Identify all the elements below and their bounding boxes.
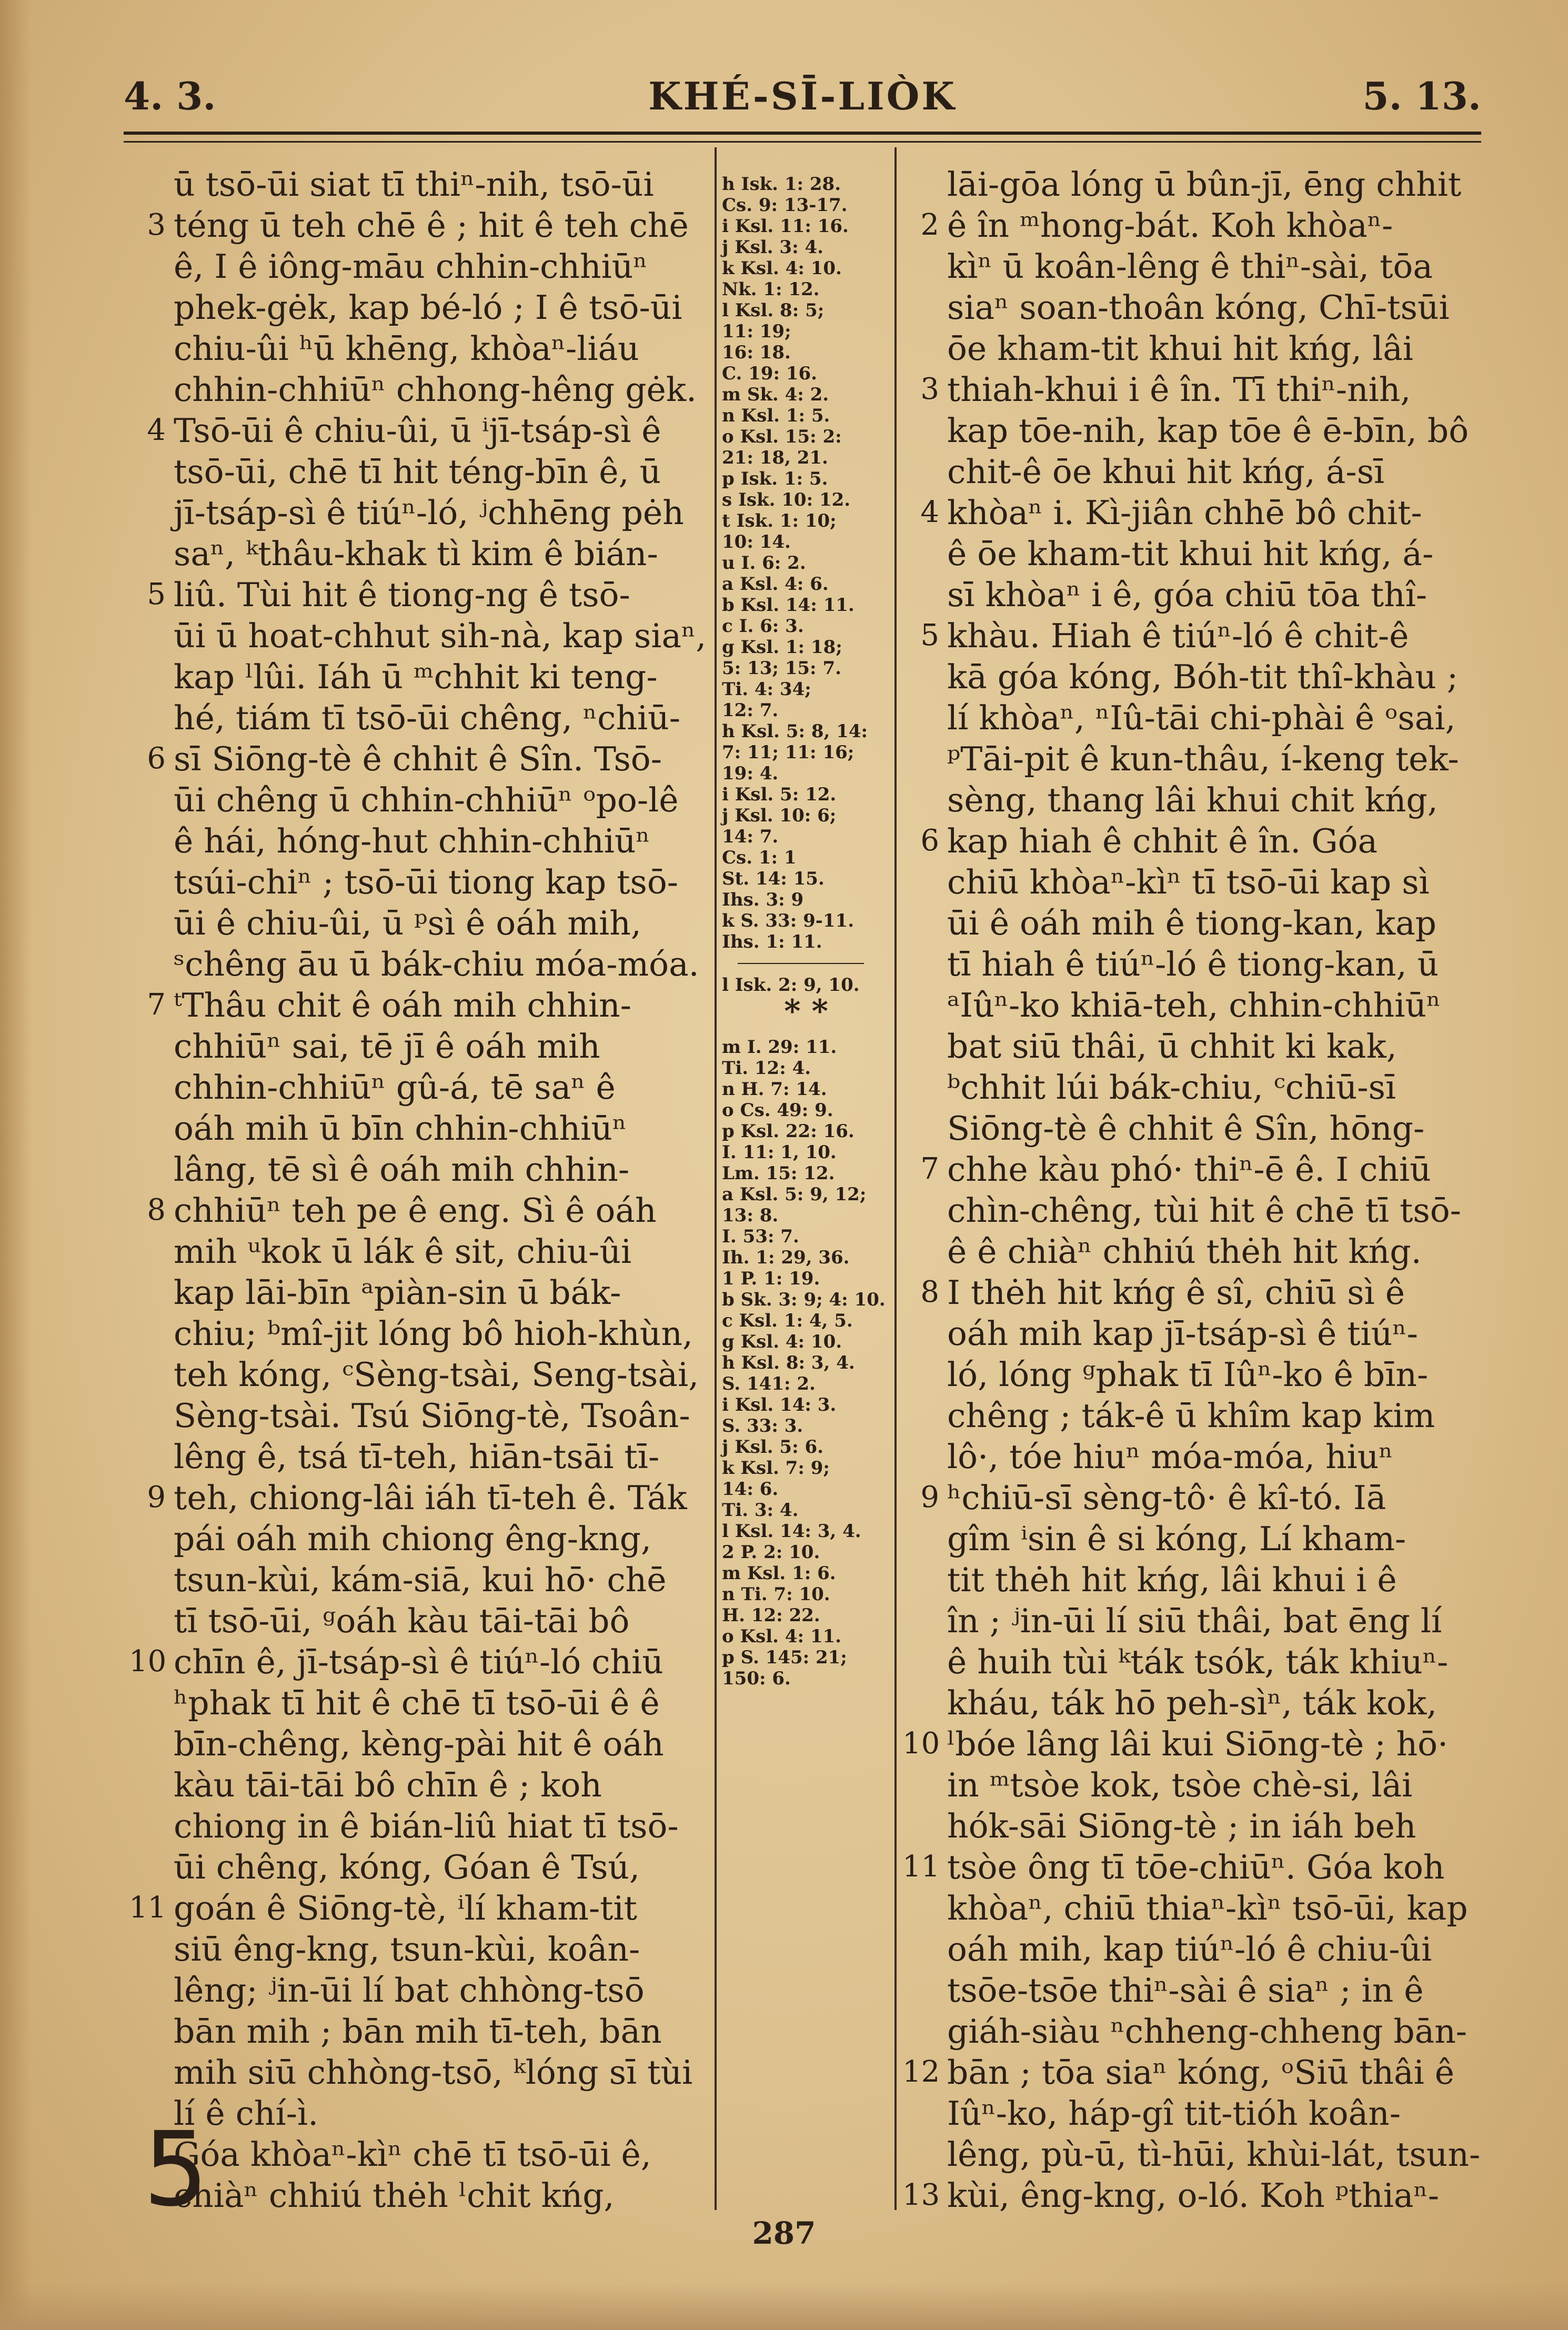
cross-ref: l Ksl. 14: 3, 4. bbox=[722, 1521, 861, 1542]
text-line: în ; ʲin-ūi lí siū thâi, bat ēng lí bbox=[947, 1602, 1442, 1640]
text-line: ūi chêng ū chhin-chhiūⁿ ᵒpo-lê bbox=[174, 781, 679, 819]
cross-ref: o Cs. 49: 9. bbox=[722, 1100, 833, 1121]
text-line: chhiūⁿ teh pe ê eng. Sì ê oáh bbox=[174, 1191, 657, 1230]
text-line: hók-sāi Siōng-tè ; in iáh beh bbox=[947, 1807, 1416, 1845]
text-line: ê hái, hóng-hut chhin-chhiūⁿ bbox=[174, 822, 650, 860]
verse-number: 11 bbox=[129, 1891, 167, 1925]
text-line: ᵃIûⁿ-ko khiā-teh, chhin-chhiūⁿ bbox=[947, 986, 1441, 1025]
cross-ref: o Ksl. 4: 11. bbox=[722, 1626, 841, 1647]
text-line: lí ê chí-ì. bbox=[174, 2094, 319, 2133]
verse-number: 6 bbox=[147, 741, 166, 776]
cross-ref: c Ksl. 1: 4, 5. bbox=[722, 1310, 853, 1331]
text-line: ê huih tùi ᵏták tsók, ták khiuⁿ- bbox=[947, 1643, 1449, 1681]
text-line: ê, I ê iông-māu chhin-chhiūⁿ bbox=[174, 247, 648, 286]
text-line: chìn-chêng, tùi hit ê chē tī tsō- bbox=[947, 1191, 1461, 1230]
text-line: tsōe-tsōe thiⁿ-sài ê siaⁿ ; in ê bbox=[947, 1971, 1424, 2010]
verse-number: 10 bbox=[129, 1644, 167, 1679]
verse-number: 12 bbox=[902, 2055, 940, 2089]
verse-number: 3 bbox=[920, 372, 939, 406]
text-line: kùi, êng-kng, o-ló. Koh ᵖthiaⁿ- bbox=[947, 2176, 1440, 2215]
cross-ref: 150: 6. bbox=[722, 1668, 791, 1689]
cross-ref: Lm. 15: 12. bbox=[722, 1163, 835, 1184]
text-line: ūi ê chiu-ûi, ū ᵖsì ê oáh mih, bbox=[174, 904, 641, 942]
verse-number: 4 bbox=[147, 413, 166, 447]
cross-ref: o Ksl. 15: 2: bbox=[722, 426, 842, 447]
cross-ref: 14: 6. bbox=[722, 1479, 779, 1500]
cross-ref: H. 12: 22. bbox=[722, 1605, 820, 1626]
text-line: khàu. Hiah ê tiúⁿ-ló ê chit-ê bbox=[947, 617, 1409, 655]
cross-ref: 21: 18, 21. bbox=[722, 447, 828, 468]
cross-ref: c I. 6: 3. bbox=[722, 616, 804, 637]
verse-number: 9 bbox=[147, 1480, 166, 1514]
cross-ref: I. 53: 7. bbox=[722, 1226, 799, 1247]
cross-ref: k Ksl. 4: 10. bbox=[722, 258, 842, 279]
text-line: teh kóng, ᶜSèng-tsài, Seng-tsài, bbox=[174, 1355, 699, 1394]
text-line: siaⁿ soan-thoân kóng, Chī-tsūi bbox=[947, 288, 1450, 327]
text-line: jī-tsáp-sì ê tiúⁿ-ló, ʲchhēng pėh bbox=[174, 494, 684, 532]
text-line: ᵖTāi-pit ê kun-thâu, í-keng tek- bbox=[947, 740, 1459, 778]
cross-ref: Ihs. 1: 11. bbox=[722, 931, 822, 952]
text-line: hé, tiám tī tsō-ūi chêng, ⁿchiū- bbox=[174, 699, 681, 737]
column-divider-left bbox=[715, 147, 717, 2210]
text-line: kháu, ták hō peh-sìⁿ, ták kok, bbox=[947, 1684, 1438, 1722]
cross-ref: 2 P. 2: 10. bbox=[722, 1542, 820, 1563]
cross-ref: b Ksl. 14: 11. bbox=[722, 595, 855, 616]
text-line: chiu-ûi ʰū khēng, khòaⁿ-liáu bbox=[174, 329, 639, 368]
cross-ref: l Isk. 2: 9, 10. bbox=[722, 975, 860, 996]
text-line: kap hiah ê chhit ê în. Góa bbox=[947, 822, 1378, 860]
cross-ref: t Isk. 1: 10; bbox=[722, 510, 837, 531]
cross-references bbox=[722, 174, 890, 1689]
cross-ref: St. 14: 15. bbox=[722, 868, 825, 889]
text-line: chhiūⁿ sai, tē jī ê oáh mih bbox=[174, 1027, 600, 1066]
verse-number: 13 bbox=[902, 2178, 940, 2212]
text-line: ʰphak tī hit ê chē tī tsō-ūi ê ê bbox=[174, 1684, 660, 1722]
cross-ref: 14: 7. bbox=[722, 826, 779, 847]
text-line: tsòe ông tī tōe-chiūⁿ. Góa koh bbox=[947, 1848, 1445, 1886]
header-rule-thin bbox=[124, 141, 1481, 143]
text-line: lêng ê, tsá tī-teh, hiān-tsāi tī- bbox=[174, 1438, 660, 1476]
text-line: in ᵐtsòe kok, tsòe chè-si, lâi bbox=[947, 1766, 1413, 1804]
text-line: lí khòaⁿ, ⁿIû-tāi chi-phài ê ᵒsai, bbox=[947, 699, 1456, 737]
text-line: mih siū chhòng-tsō, ᵏlóng sī tùi bbox=[174, 2053, 693, 2092]
cross-ref: j Ksl. 5: 6. bbox=[722, 1437, 823, 1458]
text-line: téng ū teh chē ê ; hit ê teh chē bbox=[174, 206, 689, 245]
text-line: lêng; ʲin-ūi lí bat chhòng-tsō bbox=[174, 1971, 645, 2010]
cross-ref: a Ksl. 5: 9, 12; bbox=[722, 1184, 867, 1205]
text-line: khòaⁿ i. Kì-jiân chhē bô chit- bbox=[947, 494, 1422, 532]
cross-ref: i Ksl. 14: 3. bbox=[722, 1394, 837, 1415]
text-line: oáh mih ū bīn chhin-chhiūⁿ bbox=[174, 1109, 627, 1148]
cross-ref: Cs. 9: 13-17. bbox=[722, 195, 848, 216]
cross-ref: h Ksl. 8: 3, 4. bbox=[722, 1352, 855, 1373]
text-line: pái oáh mih chiong êng-kng, bbox=[174, 1520, 652, 1558]
text-line: oáh mih kap jī-tsáp-sì ê tiúⁿ- bbox=[947, 1314, 1418, 1353]
verse-number: 5 bbox=[147, 577, 166, 611]
verse-number: 8 bbox=[147, 1193, 166, 1227]
text-line: ê în ᵐhong-bát. Koh khòaⁿ- bbox=[947, 206, 1393, 245]
cross-ref: 11: 19; bbox=[722, 321, 791, 342]
refs-separator bbox=[738, 963, 864, 964]
text-line: chhin-chhiūⁿ gû-á, tē saⁿ ê bbox=[174, 1068, 616, 1107]
text-line: ūi ê oáh mih ê tiong-kan, kap bbox=[947, 904, 1436, 942]
text-line: chhin-chhiūⁿ chhong-hêng gėk. bbox=[174, 370, 697, 409]
verse-number: 2 bbox=[920, 208, 939, 242]
text-line: ōe kham-tit khui hit kńg, lâi bbox=[947, 329, 1413, 368]
running-header bbox=[124, 74, 1481, 121]
cross-ref: b Sk. 3: 9; 4: 10. bbox=[722, 1289, 886, 1310]
text-line: Iûⁿ-ko, háp-gî tit-tióh koân- bbox=[947, 2094, 1401, 2133]
verse-number: 3 bbox=[147, 208, 166, 242]
text-line: tit thėh hit kńg, lâi khui i ê bbox=[947, 1561, 1397, 1599]
cross-ref: 12: 7. bbox=[722, 700, 779, 721]
header-left-ref: 4. 3. bbox=[124, 74, 216, 118]
column-divider-right bbox=[894, 147, 897, 2210]
text-line: I thėh hit kńg ê sî, chiū sì ê bbox=[947, 1273, 1405, 1312]
text-line: thiah-khui i ê în. Tī thiⁿ-nih, bbox=[947, 370, 1411, 409]
text-line: chiū khòaⁿ-kìⁿ tī tsō-ūi kap sì bbox=[947, 863, 1430, 901]
cross-ref: j Ksl. 3: 4. bbox=[722, 237, 823, 258]
text-line: ᵗThâu chit ê oáh mih chhin- bbox=[174, 986, 631, 1025]
text-line: ˢchêng āu ū bák-chiu móa-móa. bbox=[174, 945, 699, 983]
text-line: ūi ū hoat-chhut sih-nà, kap siaⁿ, bbox=[174, 617, 707, 655]
text-line: ê ê chiàⁿ chhiú thėh hit kńg. bbox=[947, 1232, 1422, 1271]
cross-ref: p Isk. 1: 5. bbox=[722, 468, 828, 489]
text-line: chiu; ᵇmî-jit lóng bô hioh-khùn, bbox=[174, 1314, 693, 1353]
text-line: chêng ; ták-ê ū khîm kap kim bbox=[947, 1397, 1435, 1435]
cross-ref: Ti. 12: 4. bbox=[722, 1058, 811, 1079]
cross-ref: 1 P. 1: 19. bbox=[722, 1268, 820, 1289]
text-line: sī khòaⁿ i ê, góa chiū tōa thî- bbox=[947, 576, 1428, 614]
text-line: tsun-kùi, kám-siā, kui hō· chē bbox=[174, 1561, 667, 1599]
cross-ref: n Ti. 7: 10. bbox=[722, 1584, 830, 1605]
text-line: kap lāi-bīn ᵃpiàn-sin ū bák- bbox=[174, 1273, 621, 1312]
text-line: Góa khòaⁿ-kìⁿ chē tī tsō-ūi ê, bbox=[174, 2135, 651, 2174]
text-line: liû. Tùi hit ê tiong-ng ê tsō- bbox=[174, 576, 630, 614]
cross-ref: i Ksl. 11: 16. bbox=[722, 216, 849, 237]
text-line: chit-ê ōe khui hit kńg, á-sī bbox=[947, 453, 1385, 491]
cross-ref: g Ksl. 1: 18; bbox=[722, 637, 842, 658]
cross-ref: g Ksl. 4: 10. bbox=[722, 1331, 842, 1352]
text-line: Sèng-tsài. Tsú Siōng-tè, Tsoân- bbox=[174, 1397, 690, 1435]
text-line: tsúi-chiⁿ ; tsō-ūi tiong kap tsō- bbox=[174, 863, 679, 901]
verse-number: 7 bbox=[920, 1152, 939, 1186]
cross-ref: Ihs. 3: 9 bbox=[722, 889, 804, 910]
text-line: kap tōe-nih, kap tōe ê ē-bīn, bô bbox=[947, 411, 1469, 450]
text-line: saⁿ, ᵏthâu-khak tì kim ê bián- bbox=[174, 535, 658, 573]
left-text-column bbox=[174, 164, 705, 2216]
text-line: ʰchiū-sī sèng-tô· ê kî-tó. Iā bbox=[947, 1479, 1386, 1517]
text-line: kìⁿ ū koân-lêng ê thiⁿ-sài, tōa bbox=[947, 247, 1433, 286]
cross-ref: m I. 29: 11. bbox=[722, 1037, 837, 1058]
page-number: 287 bbox=[752, 2215, 816, 2251]
text-line: bān ; tōa siaⁿ kóng, ᵒSiū thâi ê bbox=[947, 2053, 1455, 2092]
verse-number: 8 bbox=[920, 1275, 939, 1309]
text-line: kap ˡlûi. Iáh ū ᵐchhit ki teng- bbox=[174, 658, 658, 696]
cross-ref: Nk. 1: 12. bbox=[722, 279, 820, 300]
verse-number: 7 bbox=[147, 988, 166, 1022]
cross-ref: 19: 4. bbox=[722, 763, 779, 784]
cross-ref: j Ksl. 10: 6; bbox=[722, 805, 837, 826]
text-line: lêng, pù-ū, tì-hūi, khùi-lát, tsun- bbox=[947, 2135, 1481, 2174]
cross-ref: k Ksl. 7: 9; bbox=[722, 1458, 830, 1479]
text-line: ló, lóng ᵍphak tī Iûⁿ-ko ê bīn- bbox=[947, 1355, 1429, 1394]
text-line: mih ᵘkok ū lák ê sit, chiu-ûi bbox=[174, 1232, 632, 1271]
cross-ref: n Ksl. 1: 5. bbox=[722, 405, 830, 426]
text-line: ˡbóe lâng lâi kui Siōng-tè ; hō· bbox=[947, 1725, 1449, 1763]
text-line: chiong in ê bián-liû hiat tī tsō- bbox=[174, 1807, 679, 1845]
text-line: oáh mih, kap tiúⁿ-ló ê chiu-ûi bbox=[947, 1930, 1432, 1969]
cross-ref: Ti. 3: 4. bbox=[722, 1500, 799, 1521]
cross-ref: 16: 18. bbox=[722, 342, 791, 363]
cross-ref: Cs. 1: 1 bbox=[722, 847, 797, 868]
text-line: chiàⁿ chhiú thėh ˡchit kńg, bbox=[174, 2176, 615, 2215]
cross-ref: m Sk. 4: 2. bbox=[722, 384, 829, 405]
text-line: bīn-chêng, kèng-pài hit ê oáh bbox=[174, 1725, 664, 1763]
text-line: sèng, thang lâi khui chit kńg, bbox=[947, 781, 1438, 819]
text-line: tī tsō-ūi, ᵍoáh kàu tāi-tāi bô bbox=[174, 1602, 630, 1640]
text-line: tī hiah ê tiúⁿ-ló ê tiong-kan, ū bbox=[947, 945, 1439, 983]
cross-ref: S. 33: 3. bbox=[722, 1415, 803, 1437]
cross-ref: h Ksl. 5: 8, 14: bbox=[722, 721, 868, 742]
cross-ref: s Isk. 10: 12. bbox=[722, 489, 851, 510]
cross-ref: S. 141: 2. bbox=[722, 1373, 816, 1394]
text-line: ᵇchhit lúi bák-chiu, ᶜchiū-sī bbox=[947, 1068, 1396, 1107]
page-shadow-left bbox=[0, 0, 32, 2330]
text-line: chīn ê, jī-tsáp-sì ê tiúⁿ-ló chiū bbox=[174, 1643, 664, 1681]
text-line: chhe kàu phó· thiⁿ-ē ê. I chiū bbox=[947, 1150, 1431, 1189]
right-text-column bbox=[947, 164, 1479, 2257]
cross-ref: p Ksl. 22: 16. bbox=[722, 1121, 855, 1142]
text-line: bat siū thâi, ū chhit ki kak, bbox=[947, 1027, 1397, 1066]
cross-ref: n H. 7: 14. bbox=[722, 1079, 827, 1100]
verse-number: 10 bbox=[902, 1726, 940, 1761]
cross-ref: p S. 145: 21; bbox=[722, 1647, 847, 1668]
cross-ref: k S. 33: 9-11. bbox=[722, 910, 855, 931]
text-line: lāi-gōa lóng ū bûn-jī, ēng chhit bbox=[947, 165, 1462, 204]
cross-ref: Ti. 4: 34; bbox=[722, 679, 811, 700]
text-line: teh, chiong-lâi iáh tī-teh ê. Ták bbox=[174, 1479, 687, 1517]
header-rule bbox=[124, 132, 1481, 135]
text-line: gîm ⁱsin ê si kóng, Lí kham- bbox=[947, 1520, 1406, 1558]
cross-ref: l Ksl. 8: 5; bbox=[722, 300, 825, 321]
verse-number: 11 bbox=[902, 1850, 940, 1884]
cross-ref: Ih. 1: 29, 36. bbox=[722, 1247, 850, 1268]
verse-number: 9 bbox=[920, 1480, 939, 1514]
chapter-number: 5 bbox=[143, 2110, 209, 2229]
cross-ref: 7: 11; 11: 16; bbox=[722, 742, 855, 763]
text-line: kàu tāi-tāi bô chīn ê ; koh bbox=[174, 1766, 602, 1804]
text-line: kā góa kóng, Bóh-tit thî-khàu ; bbox=[947, 658, 1459, 696]
text-line: bān mih ; bān mih tī-teh, bān bbox=[174, 2012, 662, 2051]
text-line: sī Siōng-tè ê chhit ê Sîn. Tsō- bbox=[174, 740, 662, 778]
verse-number: 5 bbox=[920, 618, 939, 652]
text-line: lô·, tóe hiuⁿ móa-móa, hiuⁿ bbox=[947, 1438, 1393, 1476]
text-line: ê ōe kham-tit khui hit kńg, á- bbox=[947, 535, 1434, 573]
text-line: Siōng-tè ê chhit ê Sîn, hōng- bbox=[947, 1109, 1425, 1148]
verse-number: 4 bbox=[920, 495, 939, 529]
text-line: ūi chêng, kóng, Góan ê Tsú, bbox=[174, 1848, 640, 1886]
cross-ref: I. 11: 1, 10. bbox=[722, 1142, 837, 1163]
section-stars: * * bbox=[784, 993, 828, 1030]
page-shadow-bottom bbox=[0, 2283, 1568, 2330]
cross-ref: u I. 6: 2. bbox=[722, 553, 806, 574]
header-book-title: KHÉ-SĪ-LIÒK bbox=[648, 74, 957, 118]
cross-ref: m Ksl. 1: 6. bbox=[722, 1563, 836, 1584]
text-line: goán ê Siōng-tè, ⁱlí kham-tit bbox=[174, 1889, 637, 1927]
cross-ref: a Ksl. 4: 6. bbox=[722, 574, 829, 595]
cross-ref: 13: 8. bbox=[722, 1205, 779, 1226]
cross-ref: h Isk. 1: 28. bbox=[722, 174, 841, 195]
cross-ref: C. 19: 16. bbox=[722, 363, 817, 384]
text-line: giáh-siàu ⁿchheng-chheng bān- bbox=[947, 2012, 1468, 2051]
text-line: khòaⁿ, chiū thiaⁿ-kìⁿ tsō-ūi, kap bbox=[947, 1889, 1468, 1927]
cross-ref: 10: 14. bbox=[722, 531, 791, 553]
header-right-ref: 5. 13. bbox=[1362, 74, 1481, 118]
text-line: ū tsō-ūi siat tī thiⁿ-nih, tsō-ūi bbox=[174, 165, 654, 204]
text-line: siū êng-kng, tsun-kùi, koân- bbox=[174, 1930, 640, 1969]
verse-number: 6 bbox=[920, 823, 939, 858]
text-line: tsō-ūi, chē tī hit téng-bīn ê, ū bbox=[174, 453, 661, 491]
cross-ref: i Ksl. 5: 12. bbox=[722, 784, 837, 805]
text-line: lâng, tē sì ê oáh mih chhin- bbox=[174, 1150, 630, 1189]
text-line: Tsō-ūi ê chiu-ûi, ū ⁱjī-tsáp-sì ê bbox=[174, 411, 661, 450]
cross-ref: 5: 13; 15: 7. bbox=[722, 658, 841, 679]
text-line: phek-gėk, kap bé-ló ; I ê tsō-ūi bbox=[174, 288, 682, 327]
